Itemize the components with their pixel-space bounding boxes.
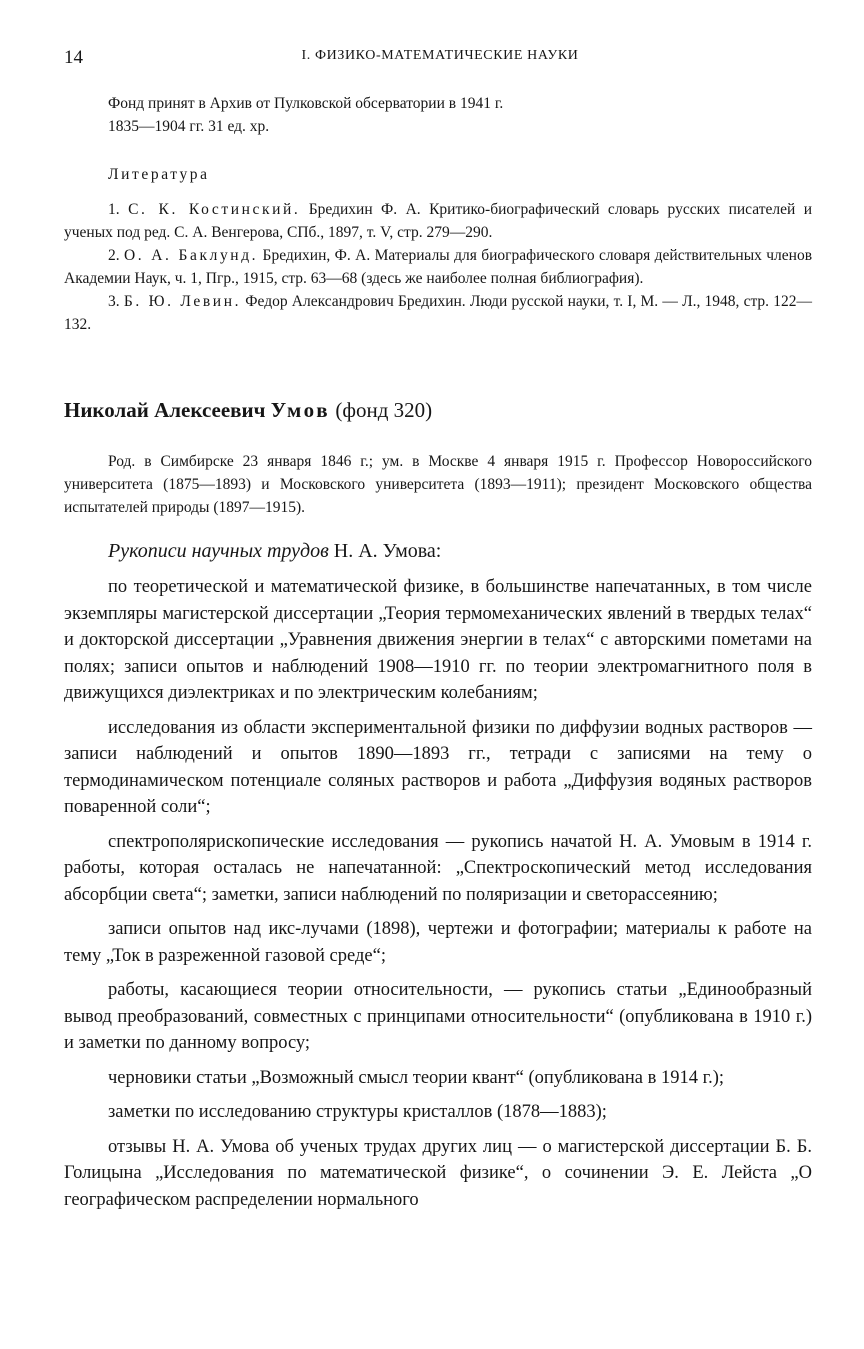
text-paragraph: заметки по исследованию структуры кристаллов (1878—1883);	[108, 1102, 607, 1122]
literature-item	[64, 198, 812, 244]
literature-item	[64, 244, 812, 290]
fond-number: (фонд 320)	[330, 398, 433, 422]
text-paragraph: отзывы Н. А. Умова об ученых трудах других лиц — о магистерской диссертации Б. Б. Голицына „Исследования по математической физике“, о сочинении Э. Е. Лейста „О географическом распределении нормального	[64, 1136, 812, 1210]
text-paragraph: по теоретической и математической физике, в большинстве напечатанных, в том числе экземпляры магистерской диссертации „Теория термомеханических явлений в твердых телах“ и докторской диссертации „Уравнения движения энергии в телах“ с авторскими пометами на полях; записи опытов и наблюдений 1908—1910 гг. по теории электромагнитного поля в движущихся диэлектриках и по электрическим колебаниям;	[64, 577, 812, 703]
text-paragraph: записи опытов над икс-лучами (1898), чертежи и фотографии; материалы к работе на тему „Ток в разреженной газовой среде“;	[64, 919, 812, 966]
text-paragraph: черновики статьи „Возможный смысл теории квант“ (опубликована в 1914 г.);	[108, 1067, 725, 1088]
literature-item-author: О. А. Баклунд.	[124, 247, 259, 264]
literature-item	[64, 290, 812, 336]
literature-item-author: Б. Ю. Левин.	[123, 293, 242, 310]
running-title: I. ФИЗИКО-МАТЕМАТИЧЕСКИЕ НАУКИ	[301, 48, 579, 63]
person-surname: Умов	[270, 398, 331, 422]
literature-item-number: 3.	[108, 293, 120, 310]
biography-text: Род. в Симбирске 23 января 1846 г.; ум. в Москве 4 января 1915 г. Профессор Новороссийского университета (1875—1893) и Московского университета (1893—1911); президент Московского общества испытателей природы (1897—1915).	[64, 453, 812, 516]
biography	[64, 450, 812, 519]
literature-item-text: Бредихин Ф. А. Критико-биографический словарь русских писателей и ученых под ред. С. А. Венгерова, СПб., 1897, т. V, стр. 279—290.	[64, 201, 813, 241]
literature-item-text: Бредихин, Ф. А. Материалы для биографического словаря действительных членов Академии Наук, ч. 1, Пгр., 1915, стр. 63—68 (здесь же наиболее полная библиография).	[64, 247, 813, 287]
fund-note-line-2: 1835—1904 гг. 31 ед. хр.	[108, 118, 270, 135]
main-text	[64, 574, 812, 1213]
person-name: Николай Алексеевич	[64, 398, 266, 422]
literature-item-author: С. К. Костинский.	[128, 201, 301, 218]
text-paragraph: спектрополярископические исследования — рукопись начатой Н. А. Умовым в 1914 г. работы, которая осталась не напечатанной: „Спектроскопический метод исследования абсорбции света“; заметки, записи наблюдений по поляризации и светорассеянию;	[64, 831, 812, 905]
person-heading	[64, 398, 432, 423]
literature-label: Литература	[108, 166, 210, 183]
literature-item-number: 1.	[108, 201, 120, 218]
section-label-rest: Н. А. Умова:	[328, 540, 442, 562]
page-number: 14	[64, 47, 83, 68]
literature-section	[64, 163, 812, 336]
section-label-italic: Рукописи научных трудов	[108, 540, 329, 562]
text-paragraph: работы, касающиеся теории относительности, — рукопись статьи „Единообразный вывод преобразований, совместных с принципами относительности“ (опубликована в 1910 г.) и заметки по данному вопросу;	[64, 980, 812, 1053]
literature-item-number: 2.	[108, 247, 120, 264]
section-label	[108, 540, 441, 563]
literature-item-text: Федор Александрович Бредихин. Люди русской науки, т. I, М. — Л., 1948, стр. 122—132.	[64, 293, 812, 333]
text-paragraph: исследования из области экспериментальной физики по диффузии водных растворов — записи наблюдений и опытов 1890—1893 гг., тетради с записями на тему о термодинамическом потенциале соляных растворов и работа „Диффузия водяных растворов поваренной соли“;	[64, 717, 812, 817]
fund-note	[64, 92, 812, 138]
fund-note-line-1: Фонд принят в Архив от Пулковской обсерватории в 1941 г.	[108, 95, 504, 112]
